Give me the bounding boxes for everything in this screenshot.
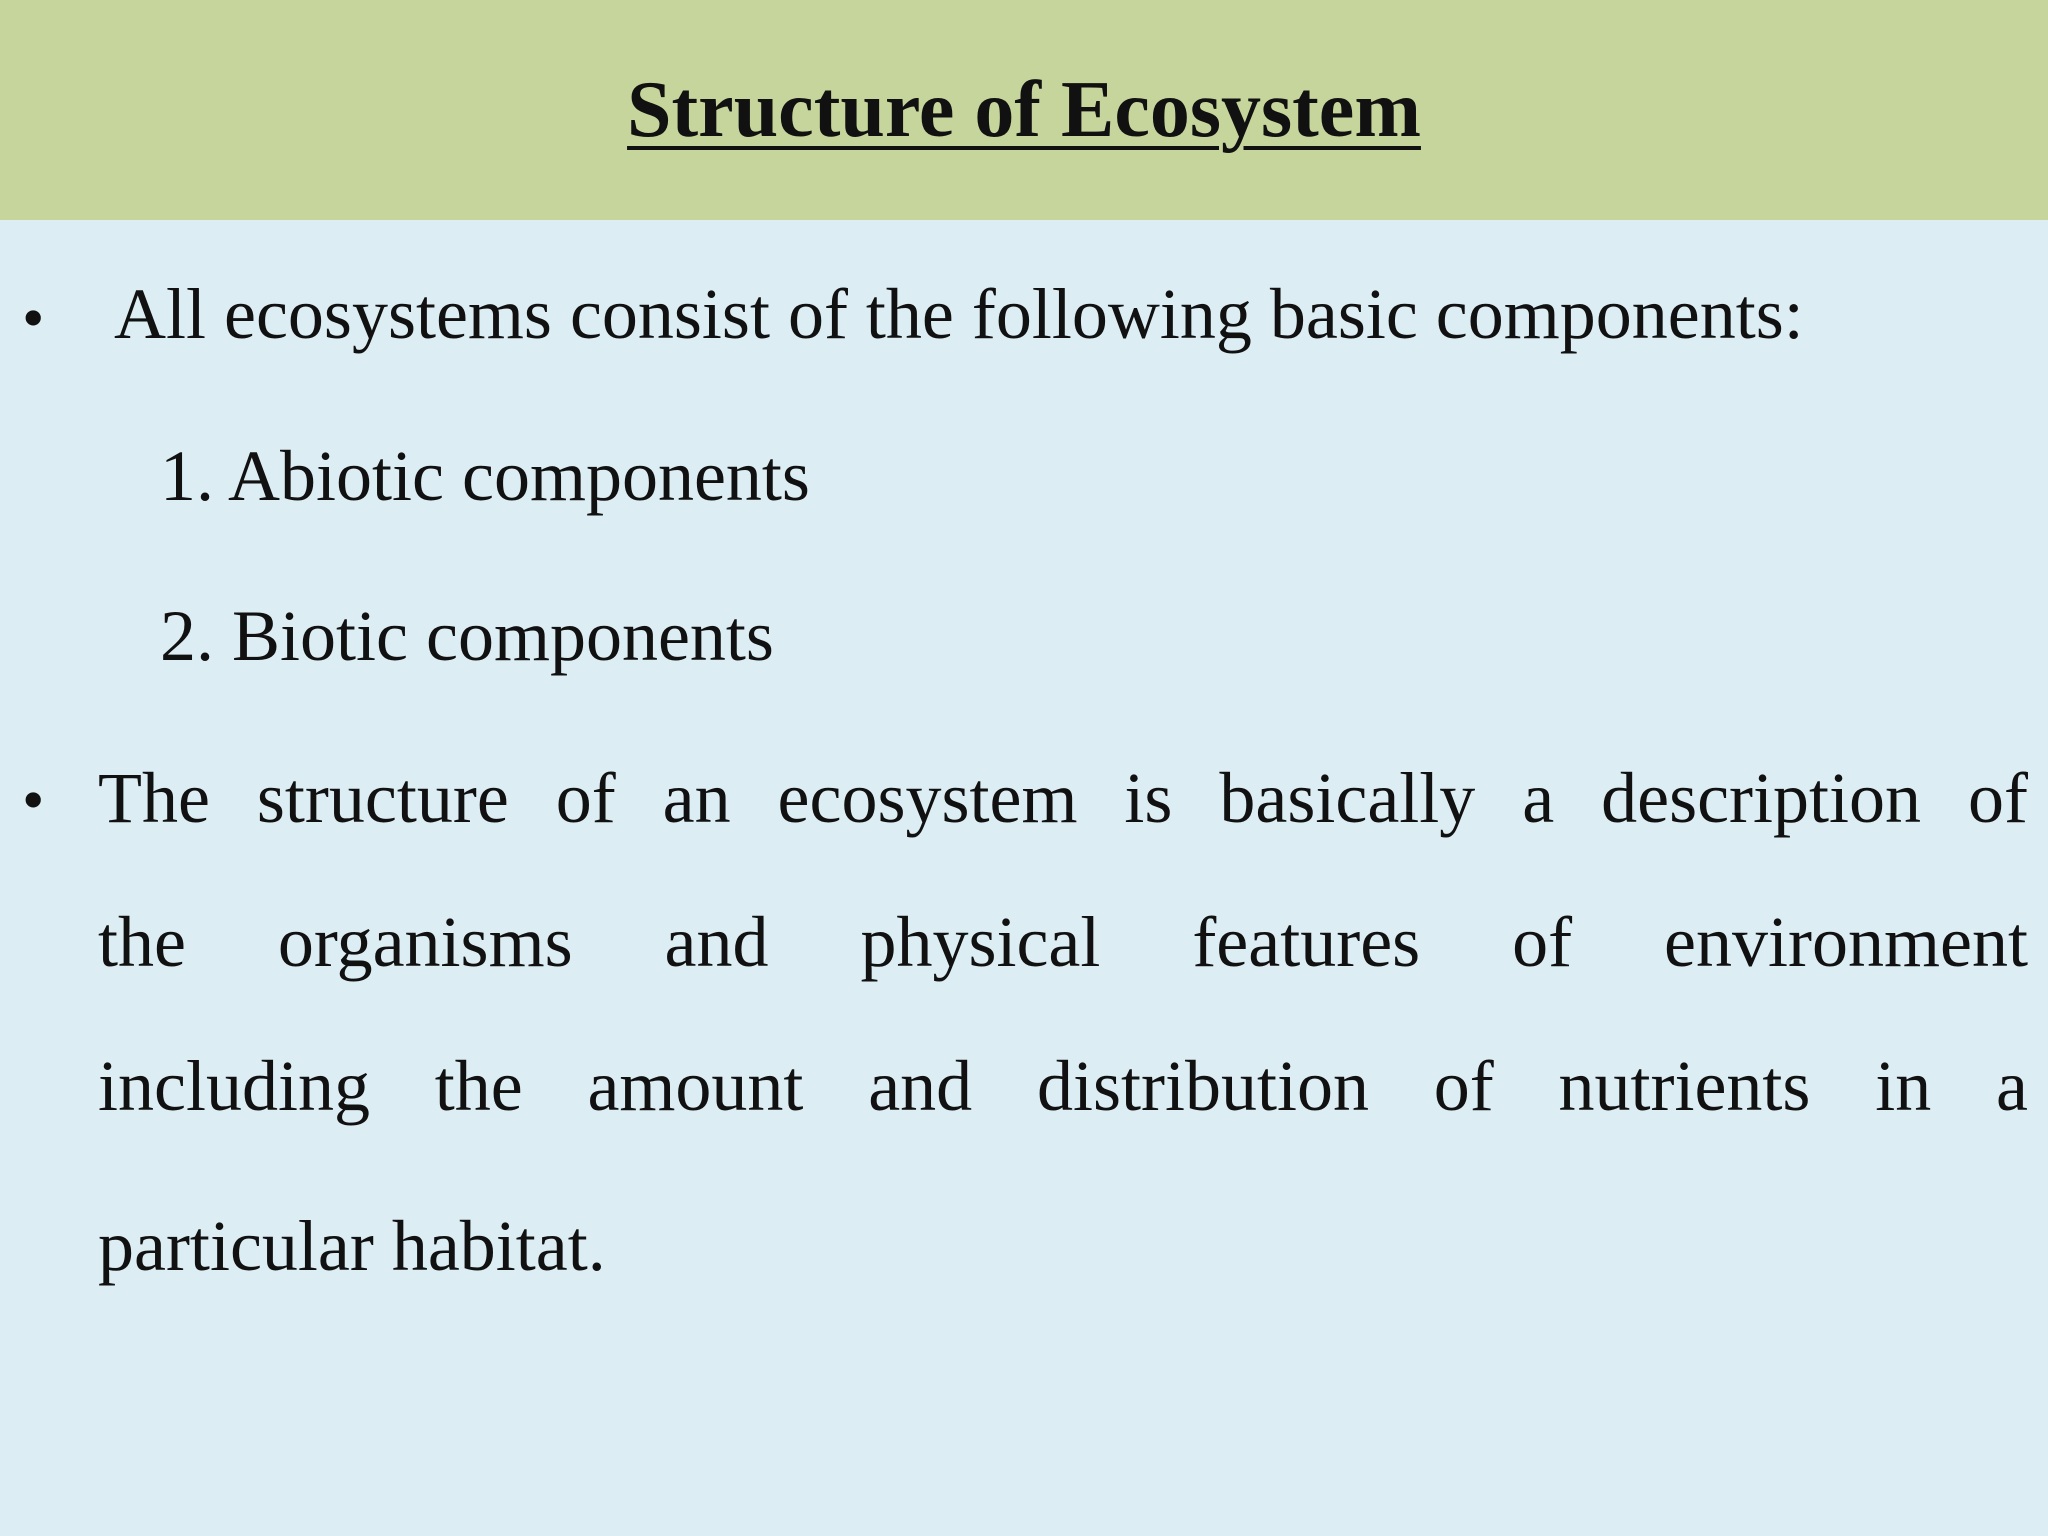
word: and	[868, 1046, 973, 1126]
word: of	[1512, 902, 1573, 982]
word: including	[98, 1046, 370, 1126]
word: basically	[1219, 758, 1476, 838]
word: an	[662, 758, 731, 838]
bullet-2-line-4: particular habitat.	[98, 1206, 606, 1286]
word: a	[1995, 1046, 2028, 1126]
word: of	[555, 758, 616, 838]
bullet-icon: •	[22, 764, 45, 835]
word: structure	[256, 758, 509, 838]
word: environment	[1664, 902, 2028, 982]
word: in	[1875, 1046, 1932, 1126]
list-item-abiotic: 1. Abiotic components	[160, 436, 810, 516]
word: of	[1433, 1046, 1494, 1126]
word: The	[98, 758, 210, 838]
bullet-2-line-3	[98, 1046, 2028, 1126]
slide-title: Structure of Ecosystem	[627, 66, 1421, 154]
word: amount	[587, 1046, 804, 1126]
word: physical	[860, 902, 1101, 982]
word: and	[664, 902, 769, 982]
word: the	[434, 1046, 523, 1126]
bullet-2-line-2	[98, 902, 2028, 982]
word: is	[1124, 758, 1173, 838]
word: features	[1192, 902, 1421, 982]
word: distribution	[1036, 1046, 1369, 1126]
word: a	[1522, 758, 1555, 838]
word: ecosystem	[777, 758, 1078, 838]
word: the	[98, 902, 186, 982]
list-item-biotic: 2. Biotic components	[160, 596, 774, 676]
word: of	[1967, 758, 2028, 838]
bullet-1-text: All ecosystems consist of the following basic components:	[114, 274, 1804, 354]
bullet-icon: •	[22, 282, 45, 353]
word: description	[1601, 758, 1922, 838]
word: nutrients	[1558, 1046, 1811, 1126]
word: organisms	[277, 902, 573, 982]
bullet-2-line-1	[98, 758, 2028, 838]
